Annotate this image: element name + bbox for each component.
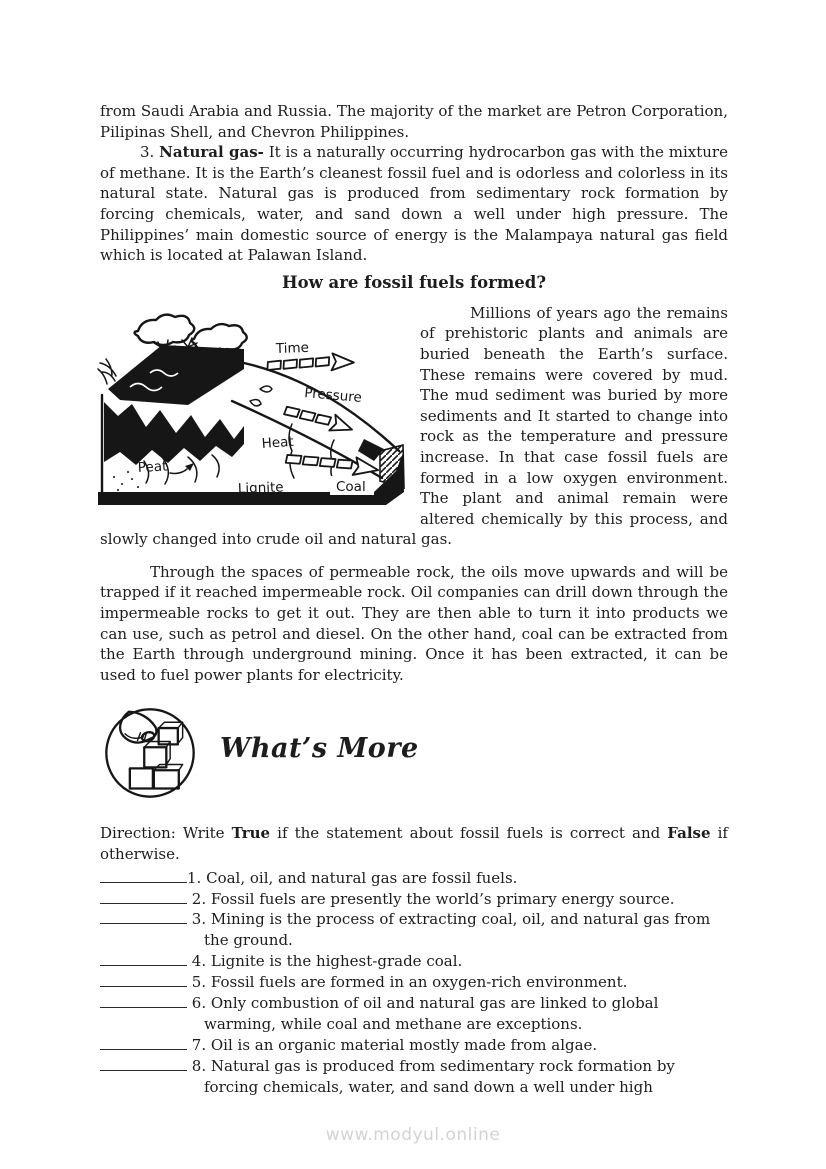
tf-statement-1 <box>100 868 728 889</box>
tf-statement-5 <box>100 972 728 993</box>
answer-blank <box>100 868 187 883</box>
formation-figure-block <box>100 303 728 550</box>
statement-text: Fossil fuels are formed in an oxygen-rich environment. <box>210 973 628 992</box>
answer-blank <box>100 909 187 924</box>
direction-middle: if the statement about fossil fuels is correct and <box>277 824 661 843</box>
tf-statement-3 <box>100 909 728 951</box>
direction-prefix: Direction: Write <box>100 824 225 843</box>
paragraph-formation: Millions of years ago the remains of prehistoric plants and animals are buried beneath the Earth’s surface. These remains were covered by mud. The mud sediment was buried by more sediments and It started to change into rock as the temperature and pressure increase. In that case fossil fuels are formed in a low oxygen environment. The plant and animal remain were altered chemically by this process, and slowly changed into crude oil and natural gas. <box>100 303 728 549</box>
statement-text: Lignite is the highest-grade coal. <box>210 952 463 971</box>
diagram-label-time: Time <box>275 339 310 357</box>
tf-statement-8 <box>100 1056 728 1098</box>
direction-false-word: False <box>667 824 711 843</box>
hand-stacking-blocks-icon <box>102 705 198 801</box>
answer-blank <box>100 972 187 987</box>
statement-number: 1. <box>187 868 202 887</box>
fern-icon <box>98 359 116 384</box>
statement-number: 6. <box>191 994 207 1013</box>
statement-text: Oil is an organic material mostly made from algae. <box>210 1035 598 1054</box>
tf-statement-2 <box>100 889 728 910</box>
answer-blank <box>100 951 187 966</box>
tf-statement-7 <box>100 1035 728 1056</box>
true-false-list <box>100 868 728 1098</box>
statement-text: Coal, oil, and natural gas are fossil fuels. <box>206 868 518 887</box>
item-term: Natural gas- <box>159 143 264 162</box>
diagram-label-coal: Coal <box>336 478 366 495</box>
diagram-label-pressure: Pressure <box>303 384 363 406</box>
paragraph-extraction: Through the spaces of permeable rock, the oils move upwards and will be trapped if it reached impermeable rock. Oil companies can drill down through the impermeable rocks to get it out. They are then able to turn it into products we can use, such as petrol and diesel. On the other hand, coal can be extracted from the Earth through underground mining. Once it has been extracted, it can be used to fuel power plants for electricity. <box>100 562 728 684</box>
paragraph-market: from Saudi Arabia and Russia. The majority of the market are Petron Corporation, Pilipinas Shell, and Chevron Philippines. <box>100 102 728 141</box>
diagram-label-lignite: Lignite <box>237 479 284 497</box>
tf-statement-6 <box>100 993 728 1035</box>
statement-number: 4. <box>191 952 207 971</box>
statement-number: 7. <box>191 1035 207 1054</box>
buried-organic-layer <box>104 402 244 465</box>
direction-true-word: True <box>231 824 271 843</box>
item-number: 3. <box>140 143 155 162</box>
fossil-fuel-formation-diagram <box>92 305 408 511</box>
direction-text <box>100 823 728 864</box>
formation-heading: How are fossil fuels formed? <box>282 272 546 292</box>
diagram-label-heat: Heat <box>261 433 295 452</box>
answer-blank <box>100 1035 187 1050</box>
answer-blank <box>100 993 187 1008</box>
whats-more-title: What’s More <box>220 732 419 764</box>
answer-blank <box>100 889 187 904</box>
tf-statement-4 <box>100 951 728 972</box>
item-definition: It is a naturally occurring hydrocarbon gas with the mixture of methane. It is the Earth’s cleanest fossil fuel and is odorless and colorless in its natural state. Natural gas is produced from sedimentary rock formation by forcing chemicals, water, and sand down a well under high pressure. The Philippines’ main domestic source of energy is the Malampaya natural gas field which is located at Palawan Island. <box>100 143 728 265</box>
watermark: www.modyul.online <box>325 1125 501 1145</box>
statement-number: 2. <box>191 889 207 908</box>
statement-text: Mining is the process of extracting coal, oil, and natural gas from the ground. <box>204 910 711 950</box>
statement-text: Fossil fuels are presently the world’s primary energy source. <box>210 889 675 908</box>
statement-number: 5. <box>191 973 207 992</box>
paragraph-natural-gas <box>100 142 728 266</box>
answer-blank <box>100 1056 187 1071</box>
diagram-label-peat: Peat <box>137 458 168 476</box>
whats-more-header <box>102 705 728 801</box>
direction-suffix: if otherwise. <box>100 824 728 864</box>
statement-number: 3. <box>191 910 207 929</box>
statement-text: Only combustion of oil and natural gas are linked to global warming, while coal and methane are exceptions. <box>204 994 659 1033</box>
statement-number: 8. <box>191 1056 207 1075</box>
statement-text: Natural gas is produced from sedimentary rock formation by forcing chemicals, water, and sand down a well under high <box>204 1056 675 1096</box>
